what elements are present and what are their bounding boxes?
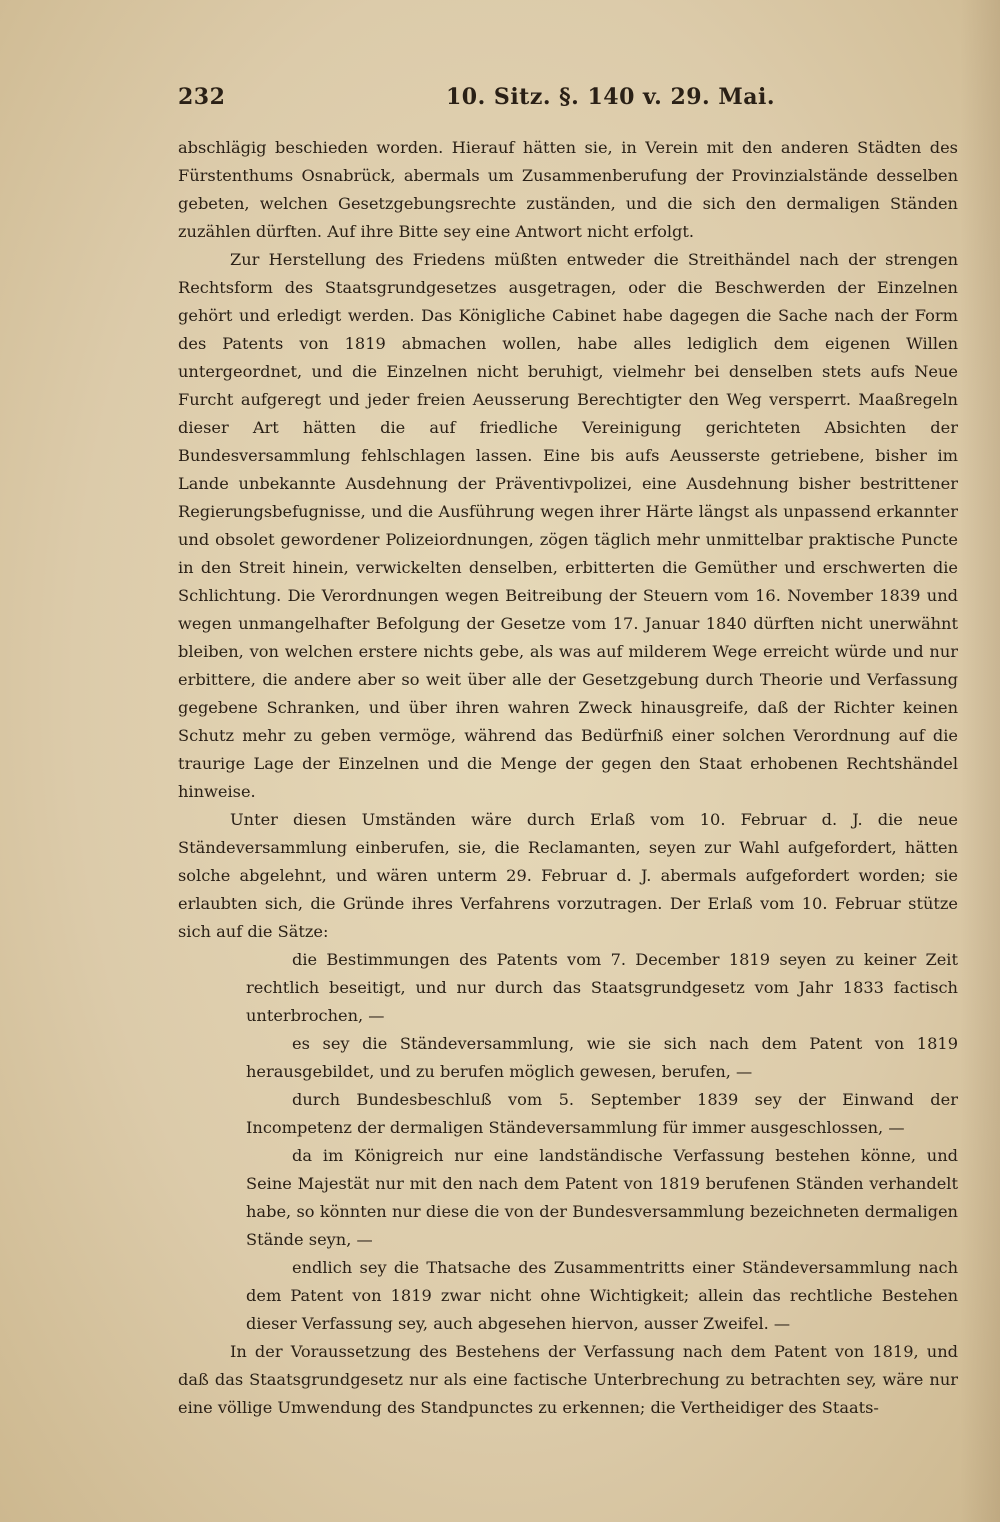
quoted-clause: endlich sey die Thatsache des Zusammentritts einer Ständeversammlung nach dem Patent von 1819 zwar nicht ohne Wichtigkeit; allein das rechtliche Bestehen dieser Verfassung sey, auch abgesehen hiervon, ausser Zweifel. — [246, 1258, 958, 1333]
running-title: 10. Sitz. §. 140 v. 29. Mai. [446, 84, 776, 110]
paragraph-continued: abschlägig beschieden worden. Hierauf hätten sie, in Verein mit den anderen Städten des Fürstenthums Osnabrück, abermals um Zusammenberufung der Provinzialstände desselben gebeten, welchen Gesetzgebungsrechte zuständen, und die sich den dermaligen Ständen zuzählen dürften. Auf ihre Bitte sey eine Antwort nicht erfolgt. [178, 138, 958, 241]
quoted-clause: durch Bundesbeschluß vom 5. September 1839 sey der Einwand der Incompetenz der dermaligen Ständeversammlung für immer ausgeschlossen, — [246, 1090, 958, 1137]
quoted-clause: da im Königreich nur eine landständische Verfassung bestehen könne, und Seine Majestät nur mit den nach dem Patent von 1819 berufenen Ständen verhandelt habe, so könnten nur diese die von der Bundesversammlung bezeichneten dermaligen Stände seyn, — [246, 1146, 958, 1249]
quoted-clause: es sey die Ständeversammlung, wie sie sich nach dem Patent von 1819 herausgebildet, und zu berufen möglich gewesen, berufen, — [246, 1034, 958, 1081]
page-body [178, 134, 958, 1422]
quoted-clause: die Bestimmungen des Patents vom 7. December 1819 seyen zu keiner Zeit rechtlich beseitigt, und nur durch das Staatsgrundgesetz vom Jahr 1833 factisch unterbrochen, — [246, 950, 958, 1025]
page-edge-shadow [960, 0, 1000, 1522]
paragraph: Zur Herstellung des Friedens müßten entweder die Streithändel nach der strengen Rechtsform des Staatsgrundgesetzes ausgetragen, oder die Beschwerden der Einzelnen gehört und erledigt werden. Das Königliche Cabinet habe dagegen die Sache nach der Form des Patents von 1819 abmachen wollen, habe alles lediglich dem eigenen Willen untergeordnet, und die Einzelnen nicht beruhigt, vielmehr bei denselben stets aufs Neue Furcht aufgeregt und jeder freien Aeusserung Berechtigter den Weg versperrt. Maaßregeln dieser Art hätten die auf friedliche Vereinigung gerichteten Absichten der Bundesversammlung fehlschlagen lassen. Eine bis aufs Aeusserste getriebene, bisher im Lande unbekannte Ausdehnung der Präventivpolizei, eine Ausdehnung bisher bestrittener Regierungsbefugnisse, und die Ausführung wegen ihrer Härte längst als unpassend erkannter und obsolet gewordener Polizeiordnungen, zögen täglich mehr unmittelbar praktische Puncte in den Streit hinein, verwickelten denselben, erbitterten die Gemüther und erschwerten die Schlichtung. Die Verordnungen wegen Beitreibung der Steuern vom 16. November 1839 und wegen unmangelhafter Befolgung der Gesetze vom 17. Januar 1840 dürften nicht unerwähnt bleiben, von welchen erstere nichts gebe, als was auf milderem Wege erreicht würde und nur erbittere, die andere aber so weit über alle der Gesetzgebung durch Theorie und Verfassung gegebene Schranken, und über ihren wahren Zweck hinausgreife, daß der Richter keinen Schutz mehr zu geben vermöge, während das Bedürfniß einer solchen Verordnung auf die traurige Lage der Einzelnen und die Menge der gegen den Staat erhobenen Rechtshändel hinweise. [178, 250, 958, 801]
page-number: 232 [178, 84, 226, 110]
paragraph-closing: In der Voraussetzung des Bestehens der Verfassung nach dem Patent von 1819, und daß das Staatsgrundgesetz nur als eine factische Unterbrechung zu betrachten sey, wäre nur eine völlige Umwendung des Standpunctes zu erkennen; die Vertheidiger des Staats- [178, 1342, 958, 1417]
paragraph: Unter diesen Umständen wäre durch Erlaß vom 10. Februar d. J. die neue Ständeversammlung einberufen, sie, die Reclamanten, seyen zur Wahl aufgefordert, hätten solche abgelehnt, und wären unterm 29. Februar d. J. abermals aufgefordert worden; sie erlaubten sich, die Gründe ihres Verfahrens vorzutragen. Der Erlaß vom 10. Februar stütze sich auf die Sätze: [178, 810, 958, 941]
